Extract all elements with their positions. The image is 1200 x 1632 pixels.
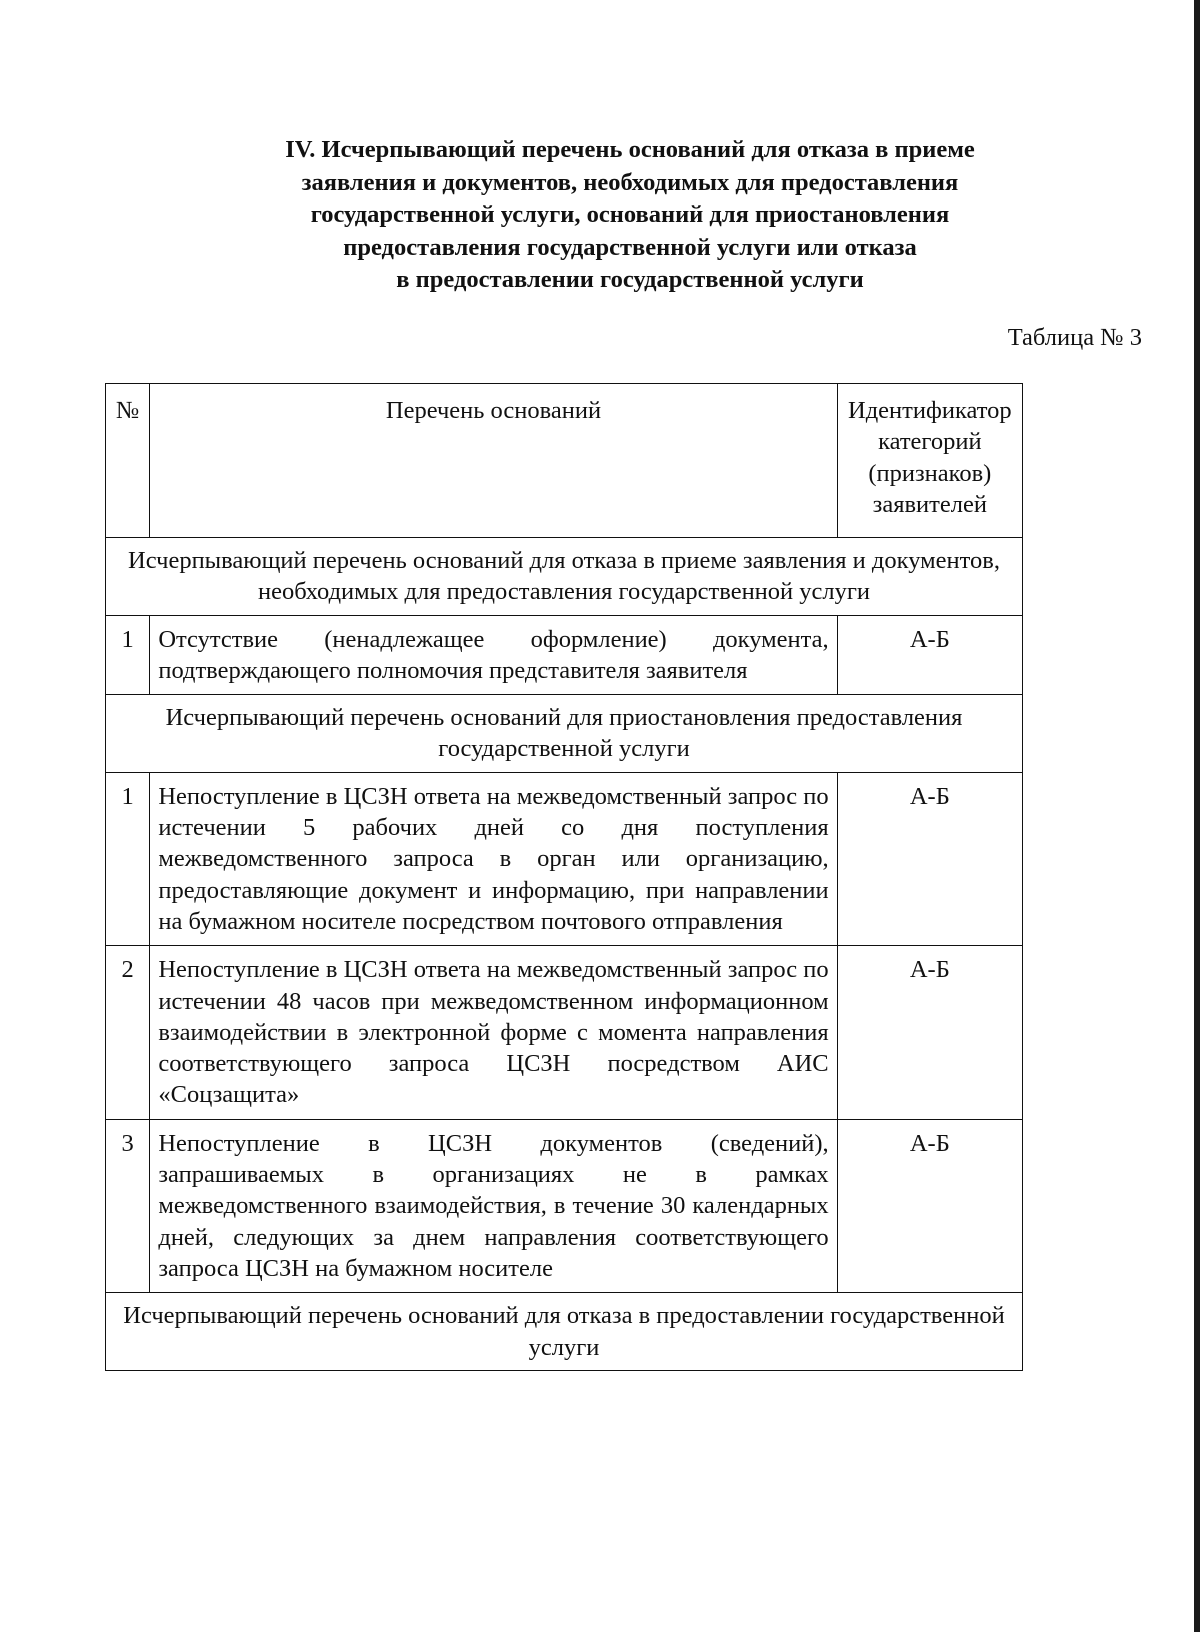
section-title-line: IV. Исчерпывающий перечень оснований для отказа в приеме	[285, 136, 975, 163]
section-title	[160, 134, 1100, 297]
section-title-line: предоставления государственной услуги или отказа	[343, 233, 917, 261]
group-row	[106, 1293, 1023, 1371]
group-title: Исчерпывающий перечень оснований для отказа в предоставлении государственной услуги	[106, 1293, 1023, 1371]
table-row	[106, 946, 1023, 1119]
row-identifier: А-Б	[837, 615, 1022, 695]
group-row	[106, 538, 1023, 616]
row-identifier: А-Б	[837, 946, 1022, 1119]
reasons-table	[105, 383, 1023, 1371]
section-title-line: заявления и документов, необходимых для предоставления	[301, 168, 959, 196]
row-number: 1	[106, 615, 150, 695]
row-text: Непоступление в ЦСЗН документов (сведений), запрашиваемых в организациях не в рамках межведомственного взаимодействия, в течение 30 календарных дней, следующих за днем направления соответствующего запроса ЦСЗН на бумажном носителе	[150, 1119, 837, 1292]
row-identifier: А-Б	[837, 772, 1022, 945]
group-title: Исчерпывающий перечень оснований для отказа в приеме заявления и документов, необходимых для предоставления государственной услуги	[106, 538, 1023, 616]
section-title-line: в предоставлении государственной услуги	[396, 266, 864, 293]
group-title: Исчерпывающий перечень оснований для приостановления предоставления государственной услуги	[106, 695, 1023, 773]
row-text: Непоступление в ЦСЗН ответа на межведомственный запрос по истечении 48 часов при межведомственном информационном взаимодействии в электронной форме с момента направления соответствующего запроса ЦСЗН посредством АИС «Соцзащита»	[150, 946, 837, 1119]
row-number: 2	[106, 946, 150, 1119]
table-header-row	[106, 384, 1023, 538]
group-row	[106, 695, 1023, 773]
table-row	[106, 615, 1023, 695]
header-identifier: Идентификатор категорий (признаков) заявителей	[837, 384, 1022, 538]
section-title-line: государственной услуги, оснований для приостановления	[310, 201, 950, 228]
page-edge	[1194, 0, 1200, 1632]
row-number: 3	[106, 1119, 150, 1292]
header-number: №	[106, 384, 150, 538]
row-text: Непоступление в ЦСЗН ответа на межведомственный запрос по истечении 5 рабочих дней со дня поступления межведомственного запроса в орган или организацию, предоставляющие документ и информацию, при направлении на бумажном носителе посредством почтового отправления	[150, 772, 837, 945]
header-reasons: Перечень оснований	[150, 384, 837, 538]
table-row	[106, 1119, 1023, 1292]
row-text: Отсутствие (ненадлежащее оформление) документа, подтверждающего полномочия представителя заявителя	[150, 615, 837, 695]
table-caption: Таблица № 3	[1007, 324, 1142, 351]
table-row	[106, 772, 1023, 945]
row-identifier: А-Б	[837, 1119, 1022, 1292]
row-number: 1	[106, 772, 150, 945]
